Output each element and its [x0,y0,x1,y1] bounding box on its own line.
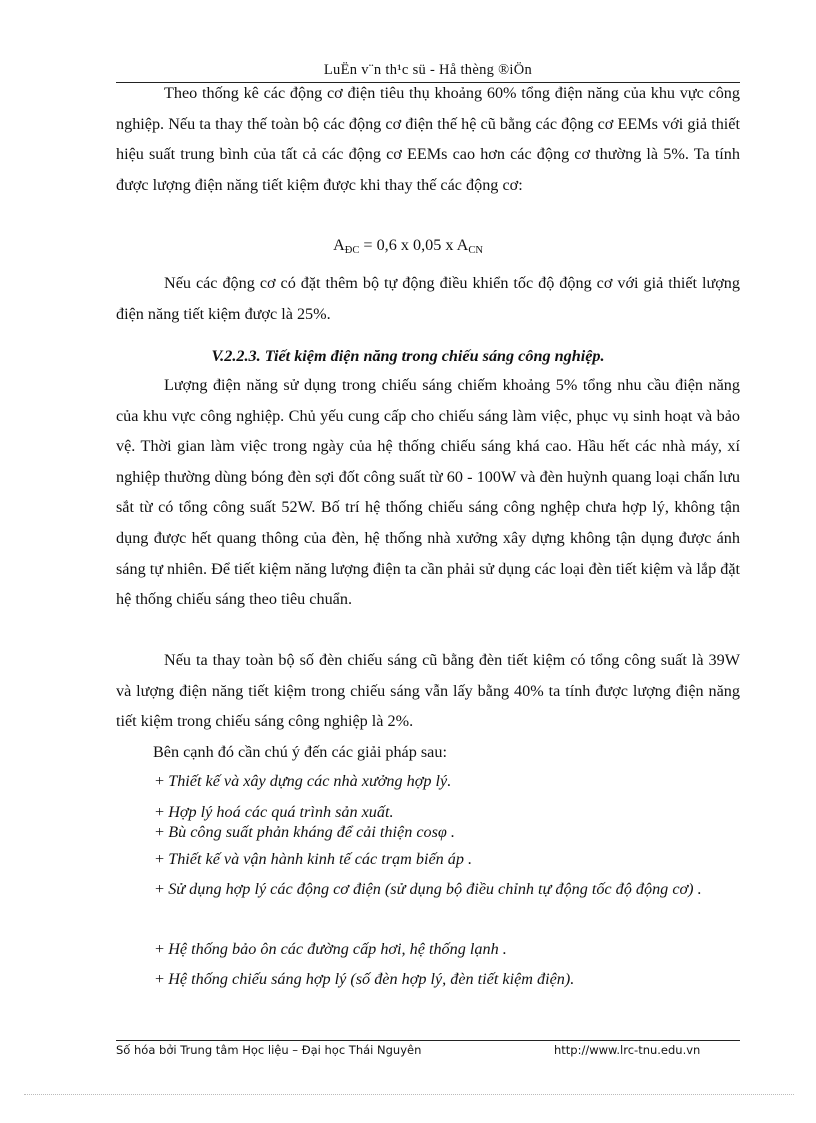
page-edge-dotted-line [24,1094,794,1095]
footer-url: http://www.lrc-tnu.edu.vn [554,1043,701,1057]
formula-lhs-sub: ĐC [344,245,360,256]
page-header: LuËn v¨n th¹c sü - Hå thèng ®iÖn [323,62,533,78]
list-item: + Hợp lý hoá các quá trình sản xuất. [155,803,394,821]
formula [0,236,816,256]
footer-source: Số hóa bởi Trung tâm Học liệu – Đại học Thái Nguyên [116,1043,422,1057]
paragraph-savings: Nếu ta thay toàn bộ số đèn chiếu sáng cũ bằng đèn tiết kiệm có tổng công suất là 39W và lượng điện năng tiết kiệm trong chiếu sáng vẫn lấy bằng 40% ta tính được lượng điện năng tiết kiệm trong chiếu sáng công nghiệp là 2%. [116,651,740,731]
list-item: + Hệ thống chiếu sáng hợp lý (số đèn hợp lý, đèn tiết kiệm điện). [155,970,575,988]
list-item: + Hệ thống bảo ôn các đường cấp hơi, hệ thống lạnh . [155,940,507,958]
list-item: + Thiết kế và xây dựng các nhà xưởng hợp lý. [155,772,452,790]
section-heading: V.2.2.3. Tiết kiệm điện năng trong chiếu sáng công nghiệp. [211,347,605,365]
list-item: + Bù công suất phản kháng để cải thiện cosφ . [155,823,455,841]
footer-rule [116,1040,740,1041]
list-item: + Thiết kế và vận hành kinh tế các trạm biến áp . [155,850,473,868]
paragraph-motors: Theo thống kê các động cơ điện tiêu thụ khoảng 60% tổng điện năng của khu vực công nghiệp. Nếu ta thay thế toàn bộ các động cơ điện thế hệ cũ bằng các động cơ EEMs với giả thiết hiệu suất trung bình của tất cả các động cơ EEMs cao hơn các động cơ thường là 5%. Ta tính được lượng điện năng tiết kiệm được khi thay thế các động cơ: [116,84,740,194]
formula-lhs: A [333,236,345,254]
formula-rhs-sub: CN [468,245,483,256]
list-intro: Bên cạnh đó cần chú ý đến các giải pháp sau: [153,743,447,761]
paragraph-speed-control: Nếu các động cơ có đặt thêm bộ tự động điều khiển tốc độ động cơ với giả thiết lượng điện năng tiết kiệm được là 25%. [116,274,740,323]
list-item: + Sử dụng hợp lý các động cơ điện (sử dụng bộ điều chỉnh tự động tốc độ động cơ) . [155,880,702,898]
formula-middle: = 0,6 x 0,05 x A [359,236,469,254]
paragraph-lighting: Lượng điện năng sử dụng trong chiếu sáng chiếm khoảng 5% tổng nhu cầu điện năng của khu vực công nghiệp. Chủ yếu cung cấp cho chiếu sáng làm việc, phục vụ sinh hoạt và bảo vệ. Thời gian làm việc trong ngày của hệ thống chiếu sáng khá cao. Hầu hết các nhà máy, xí nghiệp thường dùng bóng đèn sợi đốt công suất từ 60 - 100W và đèn huỳnh quang loại chấn lưu sắt từ có tổng công suất 52W. Bố trí hệ thống chiếu sáng công nghệp chưa hợp lý, không tận dụng được hết quang thông của đèn, hệ thống nhà xưởng xây dựng không tận dụng được ánh sáng tự nhiên. Để tiết kiệm năng lượng điện ta cần phải sử dụng các loại đèn tiết kiệm và lắp đặt hệ thống chiếu sáng theo tiêu chuẩn. [116,376,740,609]
